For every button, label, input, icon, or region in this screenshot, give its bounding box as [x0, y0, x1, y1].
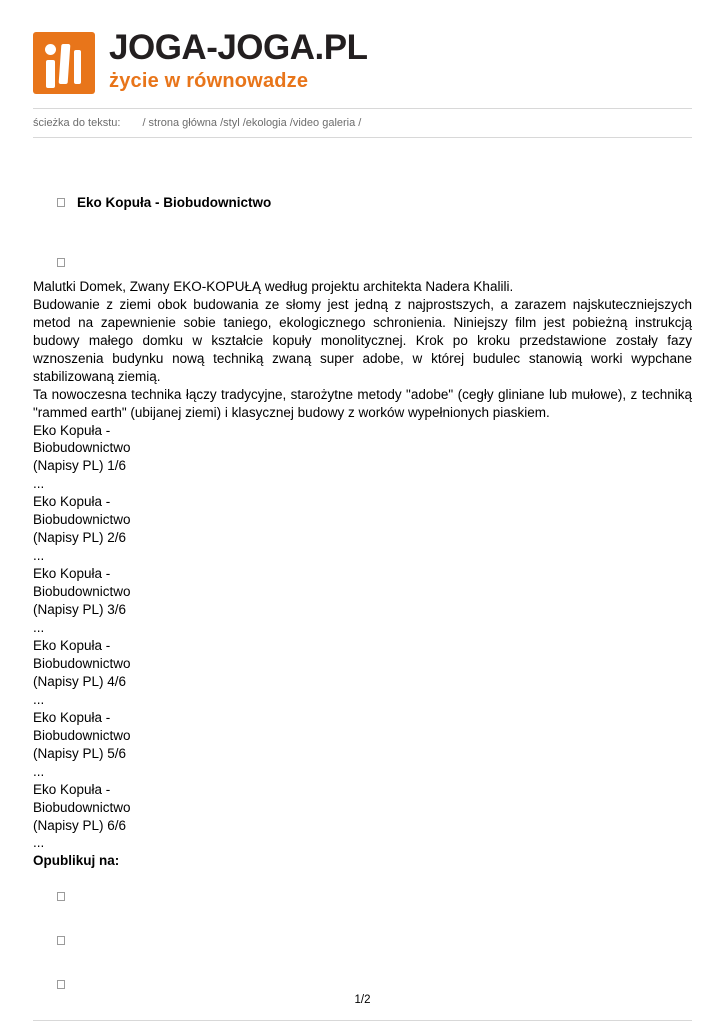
video-title-line-1: Eko Kopuła - — [33, 709, 111, 725]
logo-title: JOGA-JOGA.PL — [109, 28, 368, 67]
video-title-line-3: (Napisy PL) 2/6 — [33, 530, 127, 546]
video-title-line-2: Biobudownictwo — [33, 727, 131, 743]
missing-image-icon — [57, 892, 65, 901]
publish-label: Opublikuj na: — [33, 853, 120, 869]
video-title-line-2: Biobudownictwo — [33, 799, 131, 815]
joga-logo-icon — [33, 32, 95, 94]
share-button[interactable] — [57, 932, 692, 950]
video-dots: ... — [33, 763, 45, 779]
article-paragraph-2: Ta nowoczesna technika łączy tradycyjne, starożytne metody "adobe" (cegły gliniane lub mułowe), z techniką "rammed earth" (ubijanej ziemi) i klasycznej budowy z worków wypełnionych piaskiem. — [33, 386, 692, 420]
header-divider — [33, 108, 692, 109]
video-title-line-1: Eko Kopuła - — [33, 422, 111, 438]
video-title-line-3: (Napisy PL) 5/6 — [33, 745, 127, 761]
list-item[interactable] — [33, 637, 692, 709]
share-button[interactable] — [57, 888, 692, 906]
video-title-line-3: (Napisy PL) 3/6 — [33, 602, 127, 618]
breadcrumb-path[interactable]: / strona główna /styl /ekologia /video galeria / — [142, 117, 362, 129]
video-title-line-3: (Napisy PL) 6/6 — [33, 817, 127, 833]
video-title-line-1: Eko Kopuła - — [33, 637, 111, 653]
video-title-line-1: Eko Kopuła - — [33, 781, 111, 797]
missing-image-icon — [57, 936, 65, 945]
list-item[interactable] — [33, 565, 692, 637]
video-title-line-3: (Napisy PL) 4/6 — [33, 673, 127, 689]
video-dots: ... — [33, 620, 45, 636]
footer-divider — [33, 1020, 692, 1021]
video-title-line-3: (Napisy PL) 1/6 — [33, 458, 127, 474]
video-dots: ... — [33, 476, 45, 492]
share-button[interactable] — [57, 976, 692, 994]
list-item[interactable] — [33, 709, 692, 781]
video-title-line-2: Biobudownictwo — [33, 440, 131, 456]
inline-missing-image-row — [57, 254, 692, 272]
list-item[interactable] — [33, 422, 692, 494]
video-title-line-2: Biobudownictwo — [33, 512, 131, 528]
list-item[interactable] — [33, 493, 692, 565]
video-title-line-1: Eko Kopuła - — [33, 494, 111, 510]
video-dots: ... — [33, 548, 45, 564]
breadcrumb-label: ścieżka do tekstu: — [33, 117, 121, 129]
video-list — [33, 422, 692, 853]
missing-image-icon — [57, 198, 65, 207]
logo-text-block — [109, 30, 367, 91]
article-content — [33, 138, 692, 994]
list-item[interactable] — [33, 781, 692, 853]
video-dots: ... — [33, 835, 45, 851]
share-buttons — [57, 888, 692, 994]
video-dots: ... — [33, 691, 45, 707]
site-header — [0, 0, 725, 94]
page-title: Eko Kopuła - Biobudownictwo — [77, 195, 272, 210]
article-body — [33, 278, 692, 422]
video-title-line-2: Biobudownictwo — [33, 584, 131, 600]
page-number: 1/2 — [354, 994, 371, 1006]
article-intro: Malutki Domek, Zwany EKO-KOPUŁĄ według projektu architekta Nadera Khalili. — [33, 278, 514, 294]
missing-image-icon — [57, 980, 65, 989]
breadcrumb — [33, 117, 692, 129]
video-title-line-2: Biobudownictwo — [33, 655, 131, 671]
logo-subtitle: życie w równowadze — [109, 70, 309, 92]
video-title-line-1: Eko Kopuła - — [33, 566, 111, 582]
missing-image-icon — [57, 258, 65, 267]
article-paragraph-1: Budowanie z ziemi obok budowania ze słomy jest jedną z najprostszych, a zarazem najskuteczniejszych metod na zapewnienie sobie taniego, ekologicznego schronienia. Niniejszy film jest pobieżną instrukcją budowy małego domku w kształcie kopuły monolitycznej. Krok po kroku przedstawione zostały fazy wznoszenia budynku nową techniką zwaną super adobe, w której budulec stanowią worki wypchane stabilizowaną ziemią. — [33, 296, 692, 384]
article-title-row — [57, 194, 692, 212]
